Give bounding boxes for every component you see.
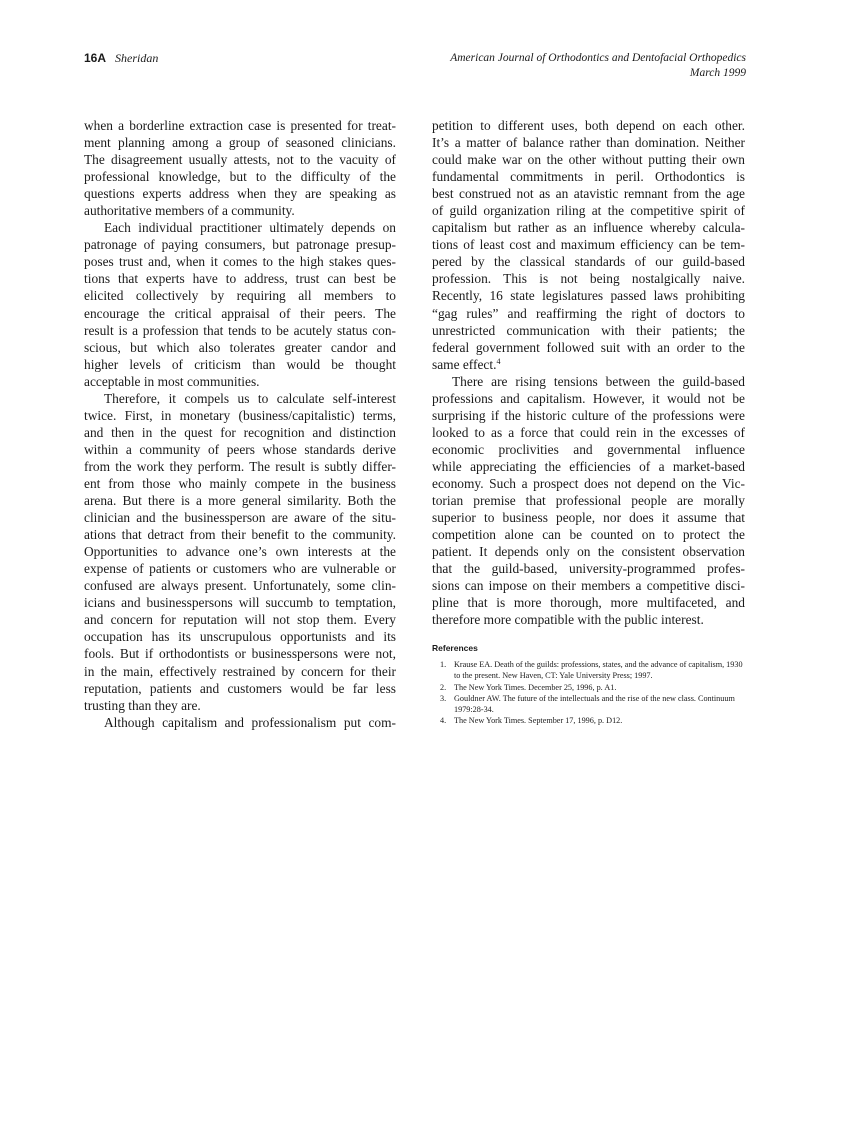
line-text: sions can impose on their members a competitive disci- bbox=[432, 578, 745, 594]
text-line bbox=[84, 236, 396, 253]
line-text: arena. But there is a more general similarity. Both the bbox=[84, 493, 396, 509]
text-line bbox=[432, 202, 745, 219]
line-text: capitalism but rather as an influence whereby calcula- bbox=[432, 220, 745, 236]
text-line bbox=[84, 543, 396, 560]
text-line bbox=[84, 577, 396, 594]
text-line bbox=[84, 339, 396, 356]
line-text: occupation has its unscrupulous opportunists and its bbox=[84, 629, 396, 645]
text-line bbox=[84, 407, 396, 424]
line-text: authoritative members of a community. bbox=[84, 203, 295, 219]
text-line bbox=[432, 356, 745, 373]
text-line bbox=[84, 168, 396, 185]
line-text: icians and businesspersons will succumb to temptation, bbox=[84, 595, 396, 611]
line-text: therefore more compatible with the public interest. bbox=[432, 612, 704, 628]
paragraph bbox=[84, 117, 396, 219]
reference-item bbox=[440, 715, 745, 726]
text-line bbox=[432, 236, 745, 253]
text-line bbox=[84, 475, 396, 492]
text-line bbox=[432, 390, 745, 407]
text-line bbox=[84, 151, 396, 168]
paragraph bbox=[84, 390, 396, 714]
line-text: patronage of paying consumers, but patronage presup- bbox=[84, 237, 396, 253]
line-text: could make war on the other without putting their own bbox=[432, 152, 745, 168]
reference-text: Krause EA. Death of the guilds: professions, states, and the advance of capitalism, 1930 to the present. New Haven, CT: Yale University Press; 1997. bbox=[454, 660, 743, 681]
text-line bbox=[432, 373, 745, 390]
line-text: trusting than they are. bbox=[84, 697, 201, 713]
line-text: profession. This is not being nostalgically naive. bbox=[432, 271, 745, 287]
text-line bbox=[84, 611, 396, 628]
text-line bbox=[84, 663, 396, 680]
text-line bbox=[84, 202, 396, 219]
text-line bbox=[432, 441, 745, 458]
text-line bbox=[432, 219, 745, 236]
line-text: competition alone can be counted on to protect the bbox=[432, 527, 745, 543]
line-text: economy. Such a prospect does not depend on the Vic- bbox=[432, 475, 745, 491]
line-text: professional knowledge, but to the difficulty of the bbox=[84, 169, 396, 185]
line-text: fundamental commitments in peril. Orthodontics is bbox=[432, 169, 745, 185]
text-line bbox=[432, 168, 745, 185]
reference-number: 3. bbox=[440, 693, 447, 703]
text-line bbox=[432, 322, 745, 339]
text-line bbox=[84, 680, 396, 697]
line-text: and then in the quest for recognition and distinction bbox=[84, 424, 396, 440]
text-line bbox=[432, 475, 745, 492]
reference-item bbox=[440, 682, 745, 693]
left-text-column bbox=[84, 117, 396, 731]
running-header-left bbox=[84, 51, 158, 66]
text-line bbox=[432, 287, 745, 304]
line-text: and concern for reputation will not stop them. Every bbox=[84, 612, 396, 628]
line-text: looked to as a force that could rein in the excesses of bbox=[432, 424, 745, 440]
line-text: tions of least cost and maximum efficiency can be tem- bbox=[432, 237, 745, 253]
text-line bbox=[432, 424, 745, 441]
reference-item bbox=[440, 693, 745, 716]
line-text: ent from those who mainly compete in the business bbox=[84, 475, 396, 491]
line-text: unrestricted communication with their patients; the bbox=[432, 322, 745, 338]
text-line bbox=[432, 577, 745, 594]
reference-number: 1. bbox=[440, 660, 447, 669]
line-text: acceptable in most communities. bbox=[84, 373, 260, 389]
text-line bbox=[432, 560, 745, 577]
line-text: pline that is more thorough, more multifaceted, and bbox=[432, 595, 745, 611]
line-text: There are rising tensions between the guild-based bbox=[452, 373, 745, 389]
paragraph bbox=[432, 117, 745, 373]
text-line bbox=[84, 645, 396, 662]
text-line bbox=[432, 526, 745, 543]
line-text: expense of patients or customers who are vulnerable or bbox=[84, 561, 396, 577]
paragraph bbox=[432, 373, 745, 629]
line-text: in the main, effectively restrained by concern for their bbox=[84, 663, 396, 679]
line-text: tions that experts have to address, trust can best be bbox=[84, 271, 396, 287]
line-text: of guild organization riling at the competitive spirit of bbox=[432, 203, 745, 219]
line-text: same effect. bbox=[432, 356, 497, 372]
line-text: petition to different uses, both depend on each other. bbox=[432, 118, 745, 133]
text-line bbox=[84, 287, 396, 304]
line-text: Opportunities to advance one’s own interests at the bbox=[84, 544, 396, 560]
paragraph bbox=[84, 714, 396, 731]
text-line bbox=[84, 492, 396, 509]
references-list bbox=[432, 659, 745, 727]
line-text: The disagreement usually attests, not to the vacuity of bbox=[84, 152, 396, 168]
text-line bbox=[432, 611, 745, 628]
reference-item bbox=[440, 659, 745, 682]
line-text: patient. It depends only on the consistent observation bbox=[432, 544, 745, 560]
line-text: superior to business people, nor does it assume that bbox=[432, 510, 745, 526]
text-line bbox=[432, 134, 745, 151]
line-text: best construed not as an atavistic remnant from the age bbox=[432, 186, 745, 202]
text-line bbox=[432, 185, 745, 202]
text-line bbox=[84, 714, 396, 731]
line-text: within a community of peers whose standards derive bbox=[84, 441, 396, 457]
text-line bbox=[84, 117, 396, 134]
line-text: ment planning among a group of seasoned clinicians. bbox=[84, 135, 396, 151]
line-text: pered by the classical standards of our guild-based bbox=[432, 254, 745, 270]
text-line bbox=[84, 356, 396, 373]
running-header-right bbox=[450, 51, 746, 81]
reference-number: 4. bbox=[440, 716, 447, 726]
line-text: from the work they perform. The result is subtly differ- bbox=[84, 458, 396, 474]
references-heading: References bbox=[432, 643, 478, 653]
line-text: result is a profession that tends to be acutely status con- bbox=[84, 322, 396, 338]
references-section bbox=[432, 643, 745, 727]
text-line bbox=[432, 594, 745, 611]
text-line bbox=[84, 322, 396, 339]
line-text: scious, but which also tolerates greater candor and bbox=[84, 339, 396, 355]
line-text: fools. But if orthodontists or businesspersons were not, bbox=[84, 646, 396, 662]
line-text: professions and capitalism. However, it would not be bbox=[432, 390, 745, 406]
line-text: surprising if the historic culture of the professions were bbox=[432, 407, 745, 423]
text-line bbox=[432, 339, 745, 356]
paragraph bbox=[84, 219, 396, 389]
line-text: that the guild-based, university-programmed profes- bbox=[432, 561, 745, 577]
line-text: federal government followed suit with an order to the bbox=[432, 339, 745, 355]
text-line bbox=[84, 219, 396, 236]
line-text: Therefore, it compels us to calculate self-interest bbox=[104, 390, 396, 406]
text-line bbox=[84, 458, 396, 475]
line-text: Each individual practitioner ultimately depends on bbox=[104, 220, 396, 236]
line-text: Although capitalism and professionalism put com- bbox=[104, 714, 396, 730]
text-line bbox=[84, 509, 396, 526]
line-text: “gag rules” and reaffirming the right of doctors to bbox=[432, 305, 745, 321]
line-text: reputation, patients and customers would be far less bbox=[84, 680, 396, 696]
reference-text: Gouldner AW. The future of the intellectuals and the rise of the new class. Continuum 1979:28-34. bbox=[454, 693, 735, 715]
text-line bbox=[432, 458, 745, 475]
line-text: clinician and the businessperson are aware of the situ- bbox=[84, 510, 396, 526]
line-text: It’s a matter of balance rather than domination. Neither bbox=[432, 135, 745, 151]
text-line bbox=[432, 270, 745, 287]
journal-title: American Journal of Orthodontics and Dentofacial Orthopedics bbox=[450, 52, 746, 64]
line-text: higher levels of criticism than would be thought bbox=[84, 356, 396, 372]
issue-date: March 1999 bbox=[689, 67, 746, 79]
text-line bbox=[432, 117, 745, 134]
text-line bbox=[84, 526, 396, 543]
line-text: ations that detract from their benefit to the community. bbox=[84, 527, 396, 543]
line-text: encourage the critical appraisal of their peers. The bbox=[84, 305, 396, 321]
text-line bbox=[432, 407, 745, 424]
text-line bbox=[432, 492, 745, 509]
text-line bbox=[84, 270, 396, 287]
text-line bbox=[84, 253, 396, 270]
line-text: elicited collectively by requiring all members to bbox=[84, 288, 396, 304]
text-line bbox=[84, 441, 396, 458]
line-text: confused are always present. Unfortunately, some clin- bbox=[84, 578, 396, 594]
text-line bbox=[432, 543, 745, 560]
text-line bbox=[84, 134, 396, 151]
text-line bbox=[84, 185, 396, 202]
line-text: economic proclivities and governmental influence bbox=[432, 441, 745, 457]
line-text: Recently, 16 state legislatures passed laws prohibiting bbox=[432, 288, 745, 304]
text-line bbox=[84, 628, 396, 645]
line-text: when a borderline extraction case is presented for treat- bbox=[84, 118, 396, 133]
right-text-column bbox=[432, 117, 745, 628]
text-line bbox=[432, 305, 745, 322]
citation-superscript[interactable]: 4 bbox=[496, 356, 501, 366]
text-line bbox=[84, 560, 396, 577]
reference-number: 2. bbox=[440, 682, 447, 692]
line-text: twice. First, in monetary (business/capitalistic) terms, bbox=[84, 407, 396, 423]
text-line bbox=[84, 390, 396, 407]
text-line bbox=[432, 509, 745, 526]
text-line bbox=[432, 151, 745, 168]
page-number: 16A bbox=[84, 51, 107, 65]
text-line bbox=[84, 424, 396, 441]
line-text: poses trust and, when it comes to the high stakes ques- bbox=[84, 254, 396, 270]
text-line bbox=[84, 594, 396, 611]
text-line bbox=[432, 253, 745, 270]
text-line bbox=[84, 373, 396, 390]
reference-text: The New York Times. December 25, 1996, p. A1. bbox=[454, 682, 617, 692]
text-line bbox=[84, 305, 396, 322]
text-line bbox=[84, 697, 396, 714]
reference-text: The New York Times. September 17, 1996, p. D12. bbox=[454, 716, 623, 726]
line-text: questions experts address when they are speaking as bbox=[84, 186, 396, 202]
line-text: torian premise that professional people are morally bbox=[432, 493, 745, 509]
author-name: Sheridan bbox=[115, 51, 159, 65]
line-text: while appreciating the efficiencies of a market-based bbox=[432, 458, 745, 474]
